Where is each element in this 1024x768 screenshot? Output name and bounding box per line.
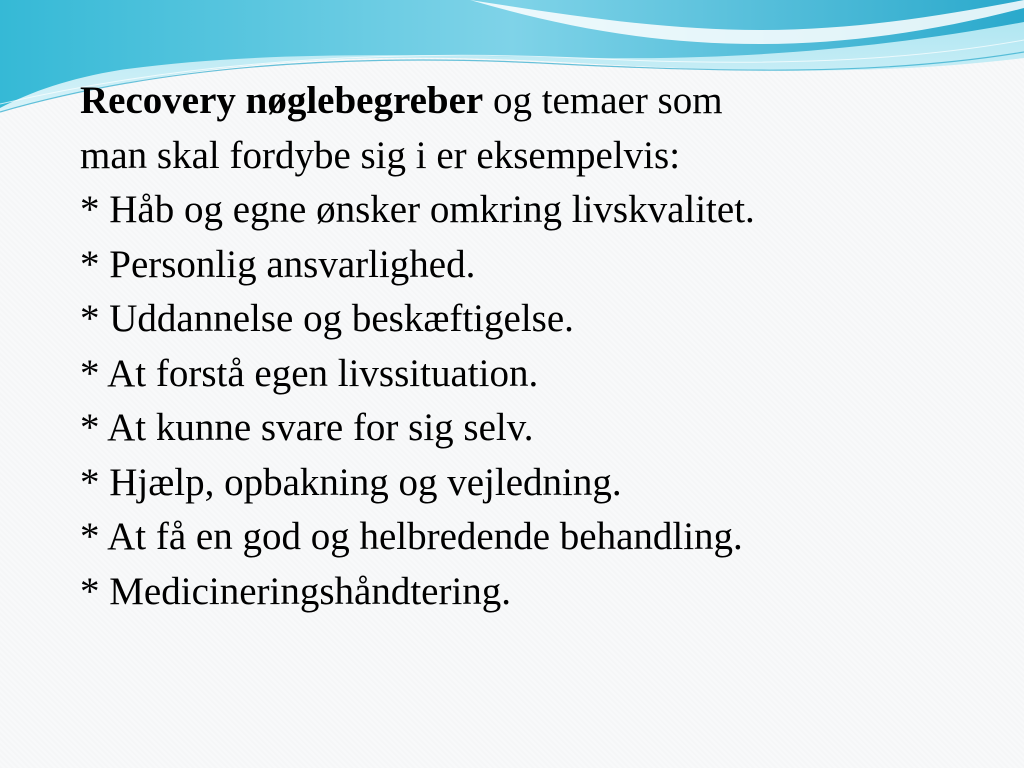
intro-line-2: man skal fordybe sig i er eksempelvis: [80, 133, 681, 177]
key-term: Recovery nøglebegreber [80, 79, 484, 122]
list-item-2: * Personlig ansvarlighed. [80, 242, 476, 286]
slide-body [80, 74, 980, 619]
intro-line-1 [80, 74, 980, 129]
list-item-3: * Uddannelse og beskæftigelse. [80, 297, 574, 340]
list-item-6: * Hjælp, opbakning og vejledning. [80, 460, 622, 504]
list-item-8: * Medicineringshåndtering. [80, 569, 512, 613]
list-item-1: * Håb og egne ønsker omkring livskvalitet. [80, 188, 755, 231]
list-item-4: * At forstå egen livssituation. [80, 351, 539, 395]
intro-text: og temaer som [483, 79, 723, 122]
list-item-7: * At få en god og helbredende behandling. [80, 515, 743, 558]
list-item-5: * At kunne svare for sig selv. [80, 406, 534, 449]
